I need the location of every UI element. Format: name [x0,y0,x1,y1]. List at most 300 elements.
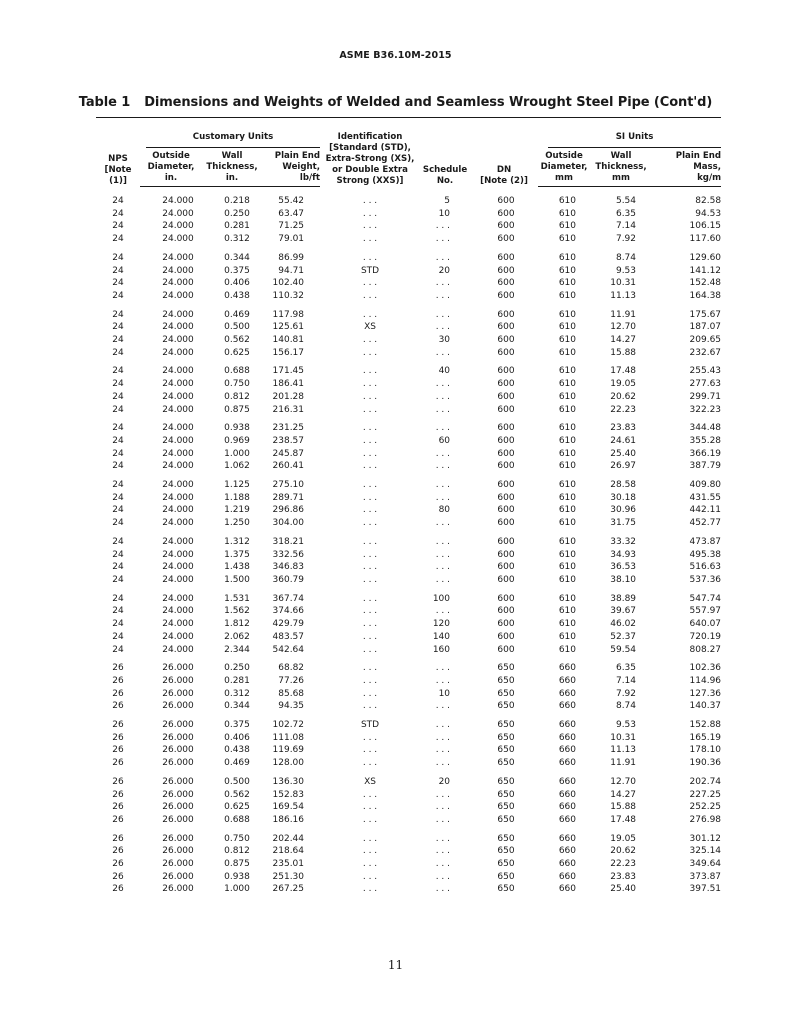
cell-wall-mm: 14.27 [610,335,637,346]
cell-weight: 111.08 [272,732,305,743]
cell-dn: 600 [497,619,515,630]
cell-schedule: . . . [435,802,451,813]
cell-schedule: . . . [435,518,451,529]
cell-weight: 79.01 [278,234,305,245]
cell-mass: 325.14 [689,846,722,857]
cell-schedule: 10 [438,208,451,219]
cell-mass: 255.43 [689,366,722,377]
cell-wall-mm: 46.02 [610,619,637,630]
cell-od-in: 26.000 [162,833,194,844]
cell-wall-mm: 38.89 [610,593,637,604]
cell-wall-mm: 9.53 [615,265,637,276]
cell-mass: 495.38 [689,549,722,560]
cell-od-mm: 610 [558,290,577,301]
cell-dn: 600 [497,574,515,585]
cell-od-in: 24.000 [162,221,194,232]
cell-weight: 186.16 [272,814,305,825]
cell-weight: 260.41 [272,461,305,472]
cell-mass: 299.71 [689,391,722,402]
cell-schedule: . . . [435,745,451,756]
cell-nps: 24 [112,435,124,446]
cell-od-in: 24.000 [162,252,194,263]
cell-identification: . . . [362,505,378,516]
cell-od-in: 26.000 [162,802,194,813]
cell-weight: 202.44 [272,833,305,844]
col-header-schedule: Schedule No. [420,118,470,187]
cell-wall-in: 1.375 [224,549,250,560]
cell-identification: . . . [362,732,378,743]
cell-weight: 186.41 [272,379,305,390]
cell-schedule: . . . [435,758,451,769]
cell-schedule: . . . [435,461,451,472]
cell-od-in: 26.000 [162,814,194,825]
cell-od-mm: 610 [558,536,577,547]
cell-identification: . . . [362,833,378,844]
cell-mass: 94.53 [695,208,722,219]
cell-od-mm: 610 [558,234,577,245]
table-row [96,233,721,246]
cell-schedule: 140 [432,631,451,642]
cell-dn: 650 [497,802,515,813]
table-row [96,688,721,701]
cell-weight: 110.32 [272,290,305,301]
cell-schedule: . . . [435,859,451,870]
cell-od-mm: 610 [558,518,577,529]
cell-weight: 332.56 [272,549,305,560]
cell-schedule: . . . [435,347,451,358]
cell-od-mm: 610 [558,309,577,320]
cell-mass: 175.67 [689,309,722,320]
cell-dn: 600 [497,278,515,289]
cell-nps: 26 [112,701,124,712]
cell-od-mm: 610 [558,221,577,232]
cell-identification: . . . [362,208,378,219]
cell-schedule: . . . [435,536,451,547]
cell-schedule: . . . [435,290,451,301]
cell-nps: 24 [112,644,124,655]
cell-dn: 600 [497,208,515,219]
cell-mass: 165.19 [689,732,722,743]
cell-schedule: . . . [435,701,451,712]
table-row [96,757,721,770]
cell-wall-mm: 7.14 [615,675,637,686]
cell-od-in: 24.000 [162,265,194,276]
cell-weight: 267.25 [272,884,305,895]
cell-weight: 85.68 [278,688,305,699]
table-row [96,492,721,505]
cell-wall-mm: 17.48 [610,366,637,377]
cell-wall-in: 1.125 [224,480,250,491]
cell-wall-mm: 52.37 [610,631,637,642]
cell-weight: 367.74 [272,593,305,604]
cell-od-in: 26.000 [162,859,194,870]
cell-od-in: 24.000 [162,505,194,516]
cell-wall-in: 0.812 [224,391,250,402]
cell-identification: . . . [362,404,378,415]
cell-schedule: 5 [444,195,451,206]
cell-nps: 24 [112,347,124,358]
cell-identification: . . . [362,871,378,882]
cell-identification: . . . [362,846,378,857]
cell-weight: 251.30 [272,871,305,882]
cell-od-mm: 610 [558,347,577,358]
cell-wall-in: 0.406 [224,278,250,289]
cell-dn: 650 [497,859,515,870]
cell-od-in: 24.000 [162,492,194,503]
table-row [96,321,721,334]
cell-identification: . . . [362,884,378,895]
cell-od-mm: 610 [558,252,577,263]
cell-mass: 344.48 [689,423,722,434]
cell-weight: 77.26 [278,675,305,686]
cell-schedule: . . . [435,309,451,320]
cell-wall-mm: 28.58 [610,480,637,491]
cell-mass: 276.98 [689,814,722,825]
col-header-mass: Plain End Mass, kg/m [652,151,721,187]
cell-identification: . . . [362,448,378,459]
table-row [96,827,721,846]
cell-wall-in: 0.688 [224,814,250,825]
cell-schedule: . . . [435,480,451,491]
cell-identification: . . . [362,366,378,377]
cell-nps: 24 [112,549,124,560]
cell-nps: 24 [112,461,124,472]
cell-od-in: 24.000 [162,461,194,472]
table-row [96,187,721,208]
table-row [96,744,721,757]
table-row [96,517,721,530]
cell-wall-mm: 6.35 [615,208,637,219]
cell-dn: 650 [497,846,515,857]
table-row [96,416,721,435]
table-row [96,587,721,606]
cell-wall-in: 0.938 [224,871,250,882]
cell-identification: . . . [362,252,378,263]
cell-wall-in: 2.344 [224,644,250,655]
group-header-si: SI Units [538,118,721,152]
cell-od-in: 24.000 [162,562,194,573]
cell-wall-mm: 11.13 [610,745,637,756]
table-row [96,700,721,713]
cell-nps: 24 [112,309,124,320]
cell-dn: 600 [497,492,515,503]
table-row [96,845,721,858]
cell-mass: 152.48 [689,278,722,289]
cell-wall-in: 2.062 [224,631,250,642]
cell-wall-in: 0.375 [224,265,250,276]
cell-weight: 86.99 [278,252,305,263]
cell-wall-mm: 6.35 [615,663,637,674]
cell-od-in: 24.000 [162,379,194,390]
cell-nps: 24 [112,562,124,573]
cell-nps: 24 [112,536,124,547]
cell-wall-in: 1.000 [224,884,250,895]
cell-mass: 387.79 [689,461,722,472]
table-row [96,732,721,745]
cell-weight: 238.57 [272,435,305,446]
cell-weight: 102.40 [272,278,305,289]
cell-weight: 171.45 [272,366,305,377]
cell-weight: 483.57 [272,631,305,642]
cell-schedule: . . . [435,549,451,560]
cell-od-mm: 660 [558,688,577,699]
table-row [96,770,721,789]
cell-weight: 117.98 [272,309,305,320]
cell-wall-mm: 7.14 [615,221,637,232]
cell-weight: 235.01 [272,859,305,870]
cell-od-mm: 610 [558,480,577,491]
cell-nps: 26 [112,720,124,731]
cell-weight: 346.83 [272,562,305,573]
cell-wall-mm: 22.23 [610,859,637,870]
table-row [96,220,721,233]
cell-weight: 156.17 [272,347,305,358]
cell-dn: 650 [497,745,515,756]
cell-od-mm: 610 [558,505,577,516]
cell-od-mm: 610 [558,448,577,459]
cell-wall-mm: 38.10 [610,574,637,585]
cell-schedule: . . . [435,833,451,844]
cell-mass: 557.97 [689,606,722,617]
cell-nps: 26 [112,789,124,800]
cell-mass: 129.60 [689,252,722,263]
cell-wall-mm: 9.53 [615,720,637,731]
cell-nps: 24 [112,234,124,245]
table-row [96,347,721,360]
table-row [96,631,721,644]
cell-nps: 24 [112,278,124,289]
cell-schedule: . . . [435,423,451,434]
cell-mass: 349.64 [689,859,722,870]
cell-od-mm: 660 [558,675,577,686]
cell-od-mm: 660 [558,732,577,743]
cell-identification: STD [360,720,380,731]
cell-mass: 252.25 [689,802,722,813]
cell-wall-in: 0.469 [224,309,250,320]
cell-identification: . . . [362,675,378,686]
cell-od-in: 26.000 [162,776,194,787]
table-row [96,265,721,278]
cell-wall-in: 1.188 [224,492,250,503]
cell-weight: 152.83 [272,789,305,800]
cell-od-in: 26.000 [162,688,194,699]
table-row [96,334,721,347]
cell-mass: 82.58 [695,196,722,206]
cell-identification: . . . [362,391,378,402]
table-title [0,95,791,110]
cell-od-in: 26.000 [162,720,194,731]
cell-dn: 650 [497,758,515,769]
cell-wall-in: 0.625 [224,802,250,813]
cell-wall-mm: 7.92 [615,688,637,699]
cell-dn: 600 [497,404,515,415]
cell-mass: 187.07 [689,322,722,333]
cell-mass: 102.36 [689,663,722,674]
cell-od-in: 24.000 [162,208,194,219]
table-row [96,378,721,391]
cell-mass: 152.88 [689,720,722,731]
cell-nps: 24 [112,290,124,301]
cell-identification: . . . [362,536,378,547]
cell-nps: 24 [112,391,124,402]
cell-identification: . . . [362,379,378,390]
cell-od-mm: 660 [558,802,577,813]
cell-nps: 24 [112,631,124,642]
cell-od-in: 24.000 [162,322,194,333]
cell-od-mm: 610 [558,391,577,402]
cell-wall-mm: 26.97 [610,461,637,472]
cell-nps: 26 [112,859,124,870]
cell-od-in: 24.000 [162,404,194,415]
cell-wall-mm: 25.40 [610,448,637,459]
cell-mass: 232.67 [689,347,722,358]
cell-mass: 301.12 [689,833,722,844]
cell-dn: 600 [497,234,515,245]
cell-dn: 600 [497,435,515,446]
cell-schedule: . . . [435,492,451,503]
cell-identification: . . . [362,234,378,245]
cell-dn: 600 [497,290,515,301]
table-number: Table 1 [78,95,131,110]
cell-od-in: 26.000 [162,789,194,800]
col-header-wall-in: Wall Thickness, in. [202,151,262,187]
cell-weight: 125.61 [272,322,305,333]
cell-od-in: 26.000 [162,732,194,743]
table-row [96,801,721,814]
cell-nps: 24 [112,404,124,415]
cell-od-mm: 610 [558,574,577,585]
cell-od-mm: 610 [558,549,577,560]
cell-identification: . . . [362,758,378,769]
cell-identification: . . . [362,631,378,642]
cell-od-in: 24.000 [162,480,194,491]
cell-dn: 600 [497,366,515,377]
cell-weight: 169.54 [272,802,305,813]
cell-dn: 600 [497,252,515,263]
cell-od-in: 26.000 [162,871,194,882]
cell-dn: 600 [497,536,515,547]
cell-od-mm: 610 [558,196,577,206]
cell-identification: . . . [362,335,378,346]
cell-nps: 24 [112,505,124,516]
cell-wall-in: 0.344 [224,701,250,712]
cell-dn: 600 [497,309,515,320]
cell-wall-in: 1.531 [224,593,250,604]
cell-od-in: 24.000 [162,448,194,459]
cell-wall-mm: 15.88 [610,347,637,358]
cell-od-in: 24.000 [162,593,194,604]
cell-dn: 650 [497,720,515,731]
cell-identification: . . . [362,688,378,699]
cell-dn: 650 [497,663,515,674]
cell-schedule: 60 [438,435,451,446]
table-row [96,208,721,221]
cell-mass: 547.74 [689,593,722,604]
cell-od-mm: 610 [558,379,577,390]
table-row [96,675,721,688]
cell-wall-mm: 24.61 [610,435,637,446]
cell-mass: 366.19 [689,448,722,459]
cell-dn: 600 [497,461,515,472]
cell-wall-mm: 12.70 [610,322,637,333]
cell-schedule: . . . [435,720,451,731]
cell-dn: 600 [497,335,515,346]
col-header-dn: DN [Note (2)] [470,118,538,187]
cell-identification: . . . [362,549,378,560]
cell-dn: 600 [497,518,515,529]
cell-nps: 26 [112,758,124,769]
cell-dn: 650 [497,884,515,895]
cell-dn: 600 [497,606,515,617]
cell-od-mm: 660 [558,745,577,756]
cell-od-mm: 610 [558,593,577,604]
cell-identification: . . . [362,221,378,232]
cell-weight: 140.81 [272,335,305,346]
cell-nps: 24 [112,492,124,503]
cell-dn: 600 [497,505,515,516]
cell-weight: 94.35 [278,701,305,712]
cell-weight: 71.25 [278,221,305,232]
cell-od-in: 24.000 [162,290,194,301]
cell-dn: 600 [497,322,515,333]
cell-identification: XS [364,776,376,787]
cell-mass: 452.77 [689,518,722,529]
cell-weight: 102.72 [272,720,305,731]
cell-dn: 600 [497,195,515,206]
cell-od-mm: 610 [558,278,577,289]
cell-nps: 26 [112,884,124,895]
cell-identification: . . . [362,574,378,585]
cell-od-mm: 610 [558,562,577,573]
cell-od-mm: 660 [558,833,577,844]
cell-wall-in: 0.312 [224,688,250,699]
cell-mass: 202.74 [689,776,722,787]
cell-wall-in: 1.500 [224,574,250,585]
cell-weight: 68.82 [278,663,305,674]
cell-weight: 216.31 [272,404,305,415]
table-row [96,814,721,827]
cell-dn: 600 [497,391,515,402]
cell-schedule: 20 [438,265,451,276]
cell-od-in: 26.000 [162,884,194,895]
cell-weight: 136.30 [272,776,305,787]
cell-od-in: 24.000 [162,278,194,289]
cell-od-mm: 610 [558,335,577,346]
cell-od-mm: 660 [558,776,577,787]
cell-schedule: . . . [435,322,451,333]
cell-od-in: 26.000 [162,758,194,769]
cell-dn: 600 [497,631,515,642]
cell-od-mm: 610 [558,461,577,472]
cell-schedule: 20 [438,776,451,787]
cell-od-in: 26.000 [162,675,194,686]
cell-wall-in: 0.969 [224,435,250,446]
cell-dn: 600 [497,549,515,560]
cell-mass: 431.55 [689,492,722,503]
cell-schedule: . . . [435,871,451,882]
cell-wall-mm: 33.32 [610,536,637,547]
cell-nps: 24 [112,221,124,232]
cell-nps: 24 [112,606,124,617]
page-number: 11 [387,958,404,972]
cell-dn: 650 [497,732,515,743]
cell-schedule: . . . [435,606,451,617]
cell-schedule: 100 [432,593,451,604]
cell-wall-mm: 15.88 [610,802,637,813]
cell-identification: . . . [362,492,378,503]
table-row [96,644,721,657]
cell-schedule: . . . [435,675,451,686]
